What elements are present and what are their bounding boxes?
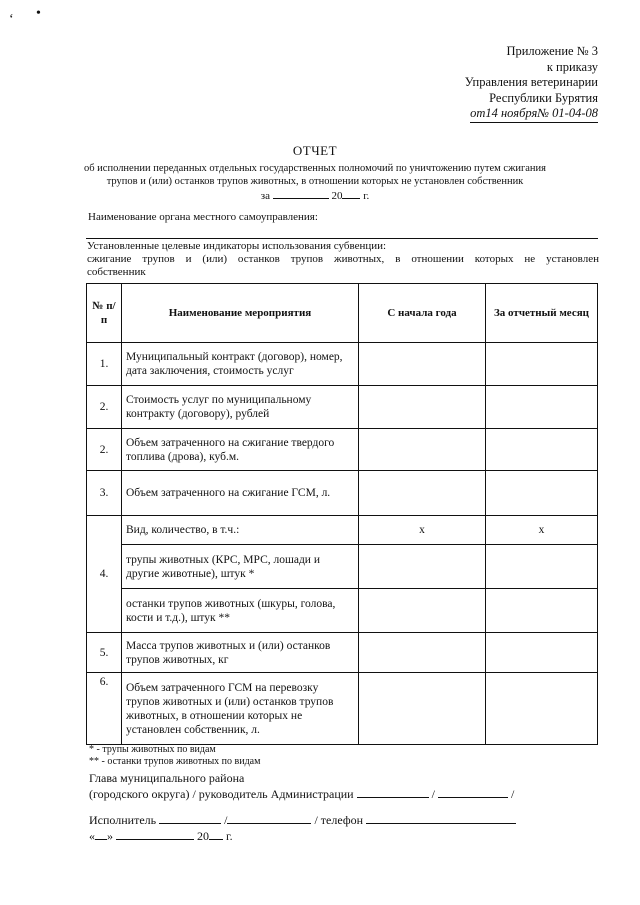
row-month [486,673,598,745]
name-blank [438,797,508,798]
table-row [87,386,598,429]
row-month [486,343,598,386]
row-num: 6. [87,673,122,745]
executor-line: Исполнитель / / телефон [89,812,516,828]
row-num: 5. [87,633,122,673]
signer-title: Глава муниципального района [89,771,245,785]
footnote: * - трупы животных по видам [89,744,216,755]
row-month: x [486,516,598,545]
row-year: x [359,516,486,545]
row-name: трупы животных (КРС, МРС, лошади и другие животные), штук * [122,545,359,589]
day-blank [95,839,107,840]
date-open-quote: « [89,829,95,843]
row-year [359,545,486,589]
header-num: № п/п [87,284,122,343]
period-prefix: за [260,190,270,202]
row-year [359,429,486,471]
table-row [87,673,598,745]
indicators-block [87,240,599,279]
table-row [87,516,598,545]
date-year: 20 [197,829,209,843]
row-year [359,633,486,673]
period-blank [273,198,329,199]
signer-line: (городского округа) / руководитель Администрации / / [89,787,515,801]
row-name: Стоимость услуг по муниципальному контракту (договору), рублей [122,386,359,429]
date-year-suffix: г. [226,829,233,843]
report-period [80,190,550,202]
executor-block [89,812,516,844]
period-year-blank [342,198,360,199]
org-underline [86,238,598,239]
row-name: останки трупов животных (шкуры, голова, кости и т.д.), штук ** [122,589,359,633]
org-label: Наименование органа местного самоуправления: [88,211,318,223]
row-num: 2. [87,386,122,429]
signature-blank [357,797,429,798]
date-line [89,828,516,844]
executor-name-blank [227,823,311,824]
report-table [86,283,598,745]
signature-block [89,770,514,802]
row-name: Масса трупов животных и (или) останков трупов животных, кг [122,633,359,673]
table-row [87,343,598,386]
appendix-line: Управления ветеринарии [464,75,598,89]
footnotes [89,744,260,768]
executor-label: Исполнитель [89,813,157,827]
report-subtitle: об исполнении переданных отдельных государственных полномочий по уничтожению путем сжигания трупов и (или) останков трупов животных, в отношении которых не установлен собственник [83,163,547,187]
date-close-quote: » [107,829,113,843]
appendix-block [465,44,598,123]
row-name: Объем затраченного на сжигание твердого топлива (дрова), куб.м. [122,429,359,471]
header-month: За отчетный месяц [486,284,598,343]
row-name: Муниципальный контракт (договор), номер, дата заключения, стоимость услуг [122,343,359,386]
row-month [486,589,598,633]
period-year: 20 [331,190,343,202]
table-row [87,471,598,516]
phone-label: / телефон [314,813,364,827]
period-suffix: г. [363,190,370,202]
row-month [486,386,598,429]
row-month [486,429,598,471]
date-year-blank [209,839,223,840]
table-row [87,545,598,589]
row-year [359,386,486,429]
scan-mark: ‘ [9,12,14,27]
indicators-title: Установленные целевые индикаторы использования субвенции: [87,240,387,252]
month-blank [116,839,194,840]
row-year [359,589,486,633]
appendix-line: Республики Бурятия [489,90,598,105]
row-num: 2. [87,429,122,471]
table-row [87,429,598,471]
scan-mark: • [36,6,41,21]
row-num: 1. [87,343,122,386]
appendix-line: к приказу [546,59,598,74]
table-row [87,633,598,673]
row-num: 3. [87,471,122,516]
header-name: Наименование мероприятия [122,284,359,343]
report-title: ОТЧЕТ [292,143,338,158]
row-year [359,343,486,386]
row-month [486,545,598,589]
table-row [87,589,598,633]
row-year [359,471,486,516]
header-year: С начала года [359,284,486,343]
row-year [359,673,486,745]
indicators-text-cont: собственник [87,266,146,278]
indicators-text: сжигание трупов и (или) останков трупов животных, в отношении которых не установлен [87,253,599,265]
phone-blank [366,823,516,824]
row-month [486,633,598,673]
report-header [80,143,550,202]
footnote: ** - останки трупов животных по видам [89,756,261,767]
row-num: 4. [87,516,122,633]
row-name: Объем затраченного на сжигание ГСМ, л. [122,471,359,516]
executor-signature-blank [159,823,221,824]
signer-title-cont: (городского округа) / руководитель Администрации [89,787,354,801]
row-name: Объем затраченного ГСМ на перевозку трупов животных и (или) останков трупов животных, в отношении которых не установлен собственник, л. [122,673,359,745]
table-header-row [87,284,598,343]
appendix-line: Приложение № 3 [506,44,598,58]
order-number: от14 ноября№ 01-04-08 [470,106,598,123]
row-name: Вид, количество, в т.ч.: [122,516,359,545]
row-month [486,471,598,516]
